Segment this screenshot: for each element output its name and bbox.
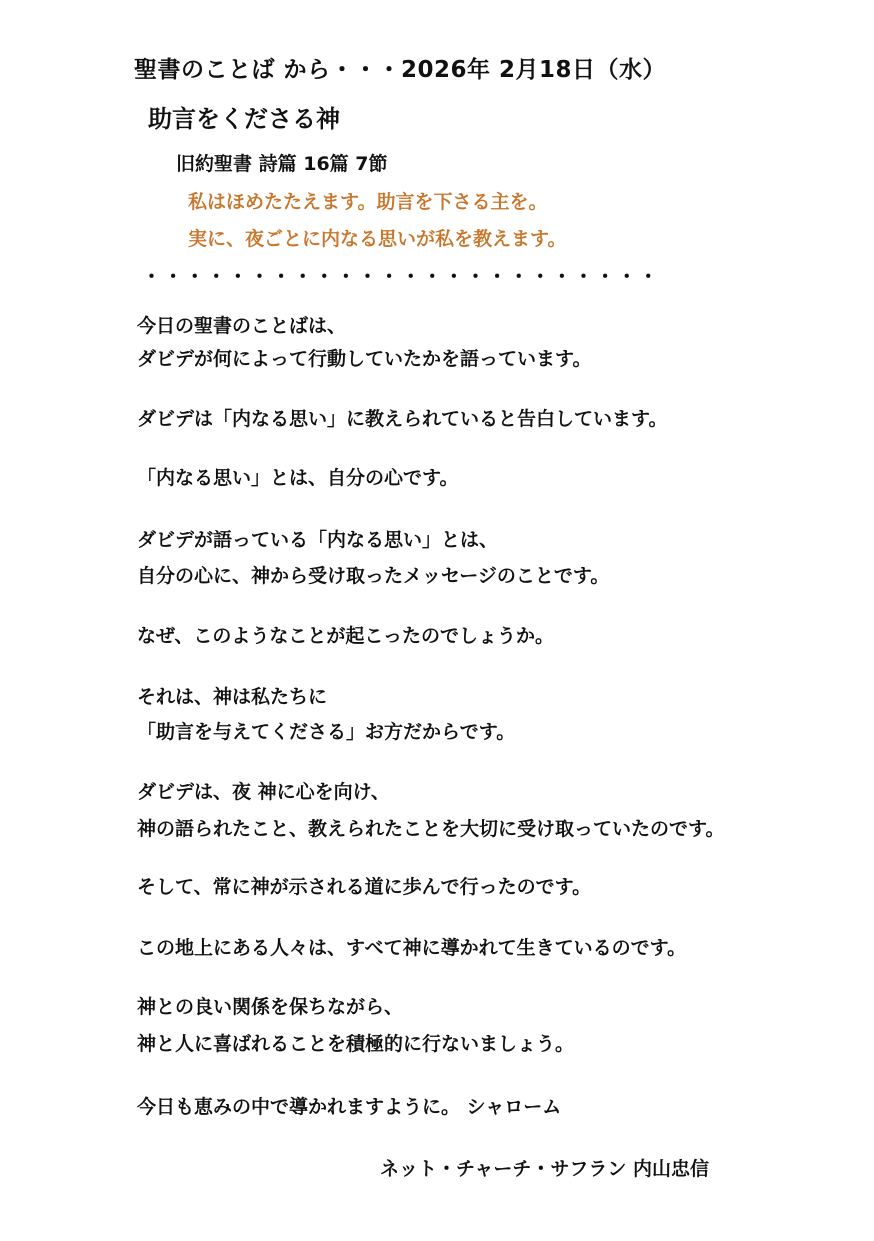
- body-line: 「内なる思い」とは、自分の心です。: [137, 467, 459, 489]
- signature: ネット・チャーチ・サフラン 内山忠信: [380, 1158, 710, 1180]
- body-line: 「助言を与えてくださる」お方だからです。: [137, 721, 516, 743]
- body-line: 神と人に喜ばれることを積極的に行ないましょう。: [137, 1033, 575, 1055]
- body-line: そして、常に神が示される道に歩んで行ったのです。: [137, 876, 592, 898]
- body-line: ダビデが語っている「内なる思い」とは、: [137, 529, 499, 551]
- body-line: 今日の聖書のことばは、: [137, 315, 347, 337]
- body-line: それは、神は私たちに: [137, 686, 328, 708]
- body-line: 神との良い関係を保ちながら、: [137, 996, 404, 1018]
- body-line: この地上にある人々は、すべて神に導かれて生きているのです。: [137, 937, 687, 959]
- dotted-separator: ・・・・・・・・・・・・・・・・・・・・・・・・: [142, 266, 661, 288]
- body-line: 神の語られたこと、教えられたことを大切に受け取っていたのです。: [137, 818, 725, 840]
- verse-line: 私はほめたたえます。助言を下さる主を。: [188, 191, 548, 213]
- verse-line: 実に、夜ごとに内なる思いが私を教えます。: [188, 228, 567, 250]
- closing-blessing: 今日も恵みの中で導かれますように。 シャローム: [137, 1096, 562, 1118]
- body-line: ダビデは、夜 神に心を向け、: [137, 781, 390, 803]
- body-line: ダビデは「内なる思い」に教えられていると告白しています。: [137, 408, 668, 430]
- header-title: 聖書のことば から・・・2026年 2月18日（水）: [134, 57, 667, 83]
- scripture-reference: 旧約聖書 詩篇 16篇 7節: [176, 153, 388, 175]
- body-line: なぜ、このようなことが起こったのでしょうか。: [137, 625, 555, 647]
- sermon-title: 助言をくださる神: [148, 105, 340, 133]
- body-line: 自分の心に、神から受け取ったメッセージのことです。: [137, 565, 610, 587]
- body-line: ダビデが何によって行動していたかを語っています。: [137, 348, 592, 370]
